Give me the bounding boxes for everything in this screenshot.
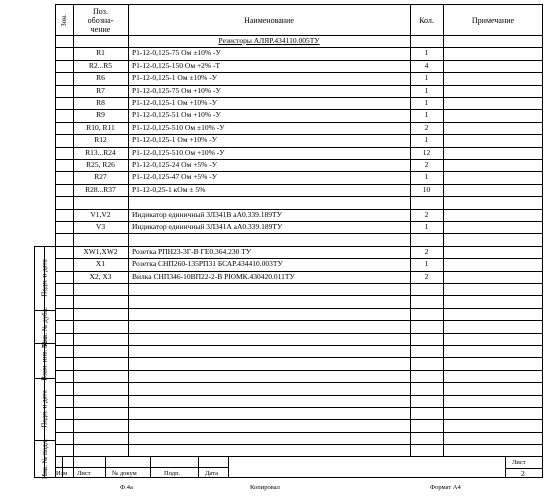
row-name: Вилка СНП346-10ВП22-2-В РЮМК.430420.011ТУ [132, 271, 295, 281]
row-poz: R1 [96, 48, 105, 58]
row-poz: R28...R37 [85, 184, 116, 194]
stamp-ndoc: № докум [112, 470, 137, 477]
stamp-data: Дата [205, 470, 218, 477]
stamp-v6 [228, 456, 229, 478]
row-poz: R27 [94, 172, 107, 182]
row-line [55, 85, 543, 86]
stamp-v2 [73, 456, 74, 478]
row-line [55, 171, 543, 172]
row-name: Р1-12-0,125-75 Ом +10% -У [132, 85, 221, 95]
header-poz: Поз. обозна- чение [87, 7, 114, 34]
row-name: Р1-12-0,125-510 Ом ±10% -У [132, 122, 225, 132]
row-line [55, 72, 543, 73]
row-line [55, 109, 543, 110]
header-qty: Кол. [419, 16, 434, 25]
side-label: Инв. № дубл. [40, 306, 49, 347]
side-label: Взам. инв. № [40, 340, 49, 381]
row-poz: R8 [96, 98, 105, 107]
stamp-izm: Изм [56, 470, 68, 477]
row-name: Р1-12-0,25-1 кОм ± 5% [132, 184, 206, 194]
row-name: Р1-12-0,125-1 Ом +10% -У [132, 135, 218, 145]
row-poz: R10, R11 [86, 122, 115, 132]
row-poz: R7 [96, 85, 105, 95]
row-line [55, 60, 543, 61]
row-qty: 1 [424, 259, 429, 269]
row-name: Р1-12-0,125-1 Ом ±10% -У [132, 73, 217, 83]
stamp-v5 [198, 456, 199, 478]
stamp-v3 [105, 456, 106, 478]
row-qty: 1 [424, 222, 429, 231]
row-name: Р1-12-0,125-51 Ом +10% -У [132, 110, 221, 120]
stamp-podp: Подп. [164, 470, 181, 477]
row-line [55, 407, 543, 408]
side-strip-divider [44, 246, 45, 478]
row-name: Розетка СНП260-135РП31 БСАР.434410.003ТУ [132, 259, 283, 269]
row-name: Р1-12-0,125-510 Ом +10% -У [132, 147, 225, 157]
row-line [55, 221, 543, 222]
row-line [55, 122, 543, 123]
row-qty: 10 [422, 184, 431, 194]
row-name: Р1-12-0,125-47 Ом +5% -У [132, 172, 218, 182]
row-qty: 12 [422, 147, 431, 157]
side-label: Подп. и дата [40, 259, 49, 297]
row-qty: 1 [424, 85, 429, 95]
row-qty: 1 [424, 48, 429, 58]
row-line [55, 271, 543, 272]
row-line [55, 147, 543, 148]
footer-copied: Копировал [250, 484, 280, 491]
row-line [55, 432, 543, 433]
row-qty: 1 [424, 110, 429, 120]
row-line [55, 258, 543, 259]
side-label: Инв. № подл. [40, 439, 49, 479]
row-poz: R12 [94, 135, 107, 145]
row-line [55, 295, 543, 296]
row-poz: R9 [96, 110, 105, 120]
row-line [55, 159, 543, 160]
row-qty: 1 [424, 135, 429, 145]
row-line [55, 47, 543, 48]
stamp-list: Лист [77, 470, 91, 477]
row-line [55, 283, 543, 284]
row-line [55, 357, 543, 358]
row-line [55, 184, 543, 185]
row-poz: V3 [95, 222, 106, 231]
row-poz: X1 [95, 259, 106, 269]
row-line [55, 308, 543, 309]
header-zon: Зон. [59, 13, 68, 27]
row-line [55, 320, 543, 321]
footer-form: Ф.4a [120, 484, 133, 491]
row-line [55, 196, 543, 197]
row-name: Р1-12-0,125-24 Ом +5% -У [132, 160, 218, 169]
row-qty: 2 [424, 271, 429, 281]
row-qty: 2 [424, 246, 429, 256]
side-label: Подп. и дата [40, 390, 49, 428]
row-name: Р1-12-0,125-1 Ом +10% -У [132, 98, 218, 107]
row-name: Р1-12-0,125-75 Ом ±10% -У [132, 48, 221, 58]
row-line [55, 345, 543, 346]
row-name: Розетка РПН23-3Г-В ГЕ0.364.230 ТУ [132, 246, 252, 256]
row-line [55, 246, 543, 247]
row-line [55, 370, 543, 371]
row-poz: R2...R5 [88, 60, 113, 70]
stamp-mid-line [55, 467, 228, 468]
row-line [55, 419, 543, 420]
stamp-v4 [150, 456, 151, 478]
row-name: Индикатор единичный 3Л341В аА0.339.189ТУ [132, 209, 282, 219]
row-poz: XW1,XW2 [83, 246, 118, 256]
row-name: Индикатор единичный 3Л341А аА0.339.189ТУ [132, 222, 283, 231]
row-line [55, 134, 543, 135]
row-line [55, 97, 543, 98]
row-qty: 1 [424, 172, 429, 182]
header-note: Примечание [471, 16, 515, 25]
row-line [55, 444, 543, 445]
footer-format: Формат А4 [430, 484, 461, 491]
row-poz: R13...R24 [85, 147, 116, 157]
row-line [55, 333, 543, 334]
row-line [55, 382, 543, 383]
row-line [55, 209, 543, 210]
row-name: Р1-12-0,125-150 Ом +2% -Т [132, 60, 221, 70]
stamp-v7 [505, 456, 506, 478]
row-qty: 2 [424, 160, 429, 169]
row-poz: R6 [96, 73, 105, 83]
row-qty: 1 [424, 98, 429, 107]
stamp-top-line [55, 456, 543, 457]
row-qty: 2 [424, 122, 429, 132]
row-qty: 1 [424, 73, 429, 83]
row-poz: X2, X3 [89, 271, 112, 281]
row-qty: 2 [424, 209, 429, 219]
row-group-title: Резисторы АЛЯР.434110.005ТУ [218, 36, 320, 45]
stamp-list-number: 2 [521, 469, 525, 478]
row-line [55, 233, 543, 234]
row-line [55, 395, 543, 396]
row-qty: 4 [424, 60, 429, 70]
row-poz: V1,V2 [90, 209, 111, 219]
row-poz: R25, R26 [86, 160, 115, 169]
stamp-list-label: Лист [512, 459, 526, 466]
header-name: Наименование [244, 16, 294, 25]
